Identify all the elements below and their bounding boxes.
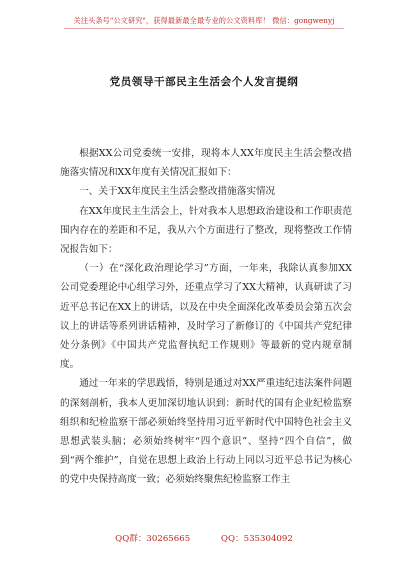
footer-qq-group: QQ群：30265665 [115, 534, 191, 544]
section-heading: 一、关于XX年度民主生活会整改措施落实情况 [79, 186, 276, 198]
document-body [60, 144, 352, 490]
paragraph: 通过一年来的学思践悟，特别是通过对XX严重违纪违法案件问题的深刻剖析，我本人更加深切地认识到：新时代的国有企业纪检监察组织和纪检监察干部必须始终坚持用习近平新时代中国特色社会主义思想武装头脑；必须始终树牢“四个意识”、坚持“四个自信”，做到“两个维护”，自觉在思想上政治上行动上同以习近平总书记为核心的党中央保持高度一致；必须始终聚焦纪检监察工作主 [60, 378, 352, 486]
paragraph: 在XX年度民主生活会上，针对我本人思想政治建设和工作职责范围内存在的差距和不足，我从六个方面进行了整改，现将整改工作情况报告如下： [60, 205, 352, 256]
header-banner: 关注头条号"公文研究"，获得最新最全最专业的公文资料库！ 微信：gongwenyj [73, 16, 335, 25]
paragraph: （一）在“深化政治理论学习”方面，一年来，我除认真参加XX公司党委理论中心组学习外，还重点学习了XX大精神，认真研读了习近平总书记在XX上的讲话，以及在中央全面深化改革委员会第五次会议上的讲话等系列讲话精神，及时学习了新修订的《中国共产党纪律处分条例》《中国共产党监督执纪工作规则》等最新的党内规章制度。 [60, 263, 352, 371]
document-title: 党员领导干部民主生活会个人发言提纲 [109, 76, 299, 88]
footer-contact [0, 532, 408, 544]
header-divider [64, 28, 344, 29]
footer-qq: QQ：535304092 [220, 534, 293, 544]
paragraph-intro: 根据XX公司党委统一安排，现将本人XX年度民主生活会整改措施落实情况和XX年度有关情况汇报如下： [60, 148, 352, 179]
